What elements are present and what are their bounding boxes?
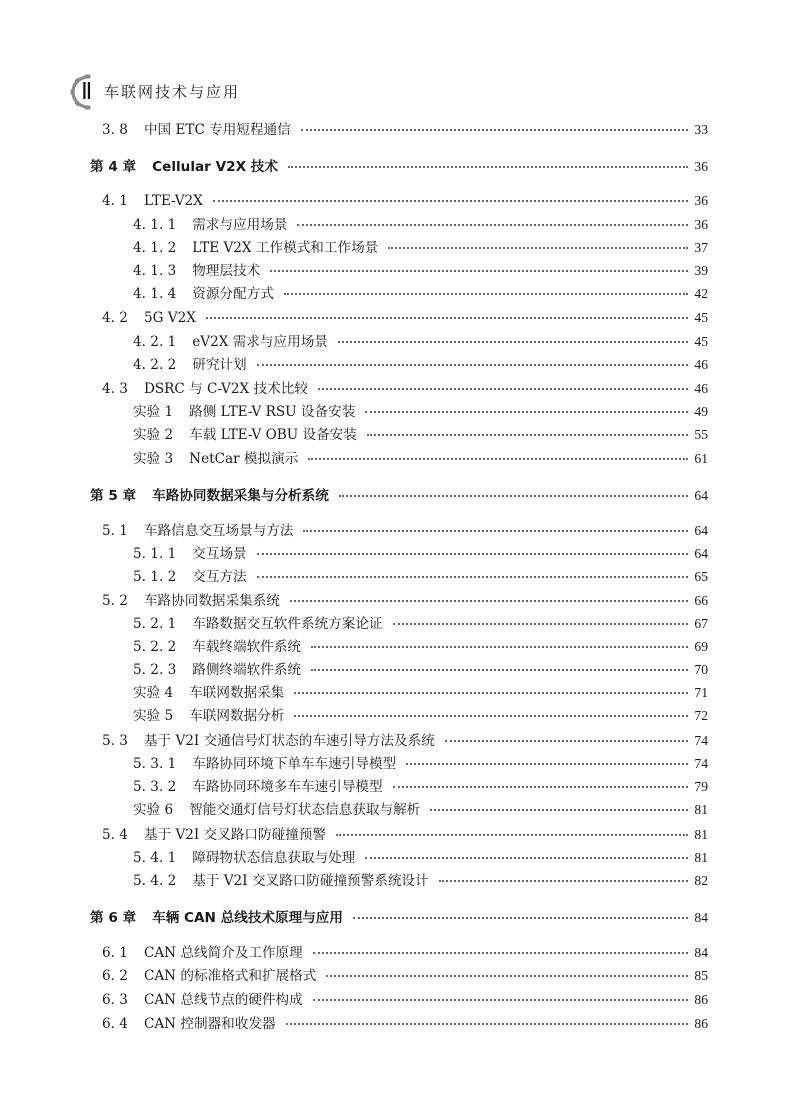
- toc-title: 交互场景: [192, 546, 247, 562]
- toc-number: 5. 3: [102, 733, 128, 749]
- toc-entry[interactable]: [133, 546, 708, 562]
- toc-title: 车联网数据分析: [189, 708, 285, 724]
- toc-number: 5. 1. 1: [133, 546, 177, 562]
- toc-title: 车路协同环境下单车车速引导模型: [192, 756, 397, 772]
- dot-leader: [301, 129, 689, 131]
- toc-page-number: 55: [694, 427, 708, 442]
- toc-title: 车路协同数据采集与分析系统: [152, 488, 329, 504]
- dot-leader: [445, 740, 689, 742]
- toc-page-number: 45: [694, 310, 708, 325]
- toc-entry[interactable]: [102, 827, 708, 843]
- dot-leader: [406, 763, 688, 765]
- toc-page-number: 67: [694, 616, 708, 631]
- toc-number: 3. 8: [102, 122, 128, 138]
- toc-page-number: 64: [694, 546, 708, 561]
- toc-title: DSRC 与 C-V2X 技术比较: [143, 381, 308, 397]
- toc-entry[interactable]: [133, 334, 708, 350]
- toc-title: 基于 V2I 交叉路口防碰撞预警系统设计: [192, 873, 429, 889]
- toc-number: 5. 4: [102, 827, 128, 843]
- toc-entry[interactable]: [102, 1016, 708, 1032]
- toc-title: 路侧终端软件系统: [192, 662, 301, 678]
- toc-number: 6. 3: [102, 992, 128, 1008]
- toc-title: CAN 控制器和收发器: [143, 1016, 276, 1032]
- toc-number: 4. 1. 4: [133, 286, 177, 302]
- toc-number: 第 5 章: [90, 488, 137, 504]
- toc-number: 5. 4. 2: [133, 873, 177, 889]
- toc-page-number: 84: [694, 945, 708, 960]
- toc-number: 4. 2. 2: [133, 357, 177, 373]
- toc-number: 实验 5: [133, 708, 174, 724]
- toc-number: 4. 1. 3: [133, 263, 177, 279]
- dot-leader: [313, 952, 689, 954]
- toc-page-number: 82: [694, 873, 708, 888]
- toc-entry[interactable]: [133, 240, 708, 256]
- toc-number: 第 4 章: [90, 159, 137, 175]
- toc-number: 4. 2. 1: [133, 334, 177, 350]
- dot-leader: [388, 247, 688, 249]
- dot-leader: [213, 200, 689, 202]
- toc-entry[interactable]: [102, 992, 708, 1008]
- toc-title: LTE V2X 工作模式和工作场景: [192, 240, 379, 256]
- toc-page-number: 81: [694, 850, 708, 865]
- toc-entry[interactable]: [133, 708, 708, 724]
- toc-page-number: 65: [694, 569, 708, 584]
- toc-entry[interactable]: [133, 639, 708, 655]
- toc-page-number: 64: [694, 523, 708, 538]
- toc-number: 5. 2. 3: [133, 662, 177, 678]
- toc-number: 实验 4: [133, 685, 174, 701]
- toc-page-number: 45: [694, 334, 708, 349]
- toc-title: 物理层技术: [192, 263, 261, 279]
- toc-entry[interactable]: [133, 404, 708, 420]
- dot-leader: [318, 388, 689, 390]
- toc-number: 6. 2: [102, 968, 128, 984]
- dot-leader: [326, 975, 688, 977]
- toc-entry[interactable]: [133, 779, 708, 795]
- toc-entry[interactable]: [102, 381, 708, 397]
- toc-entry[interactable]: [102, 523, 708, 539]
- toc-number: 实验 2: [133, 427, 174, 443]
- toc-number: 6. 1: [102, 945, 128, 961]
- dot-leader: [365, 411, 688, 413]
- toc-page-number: 49: [694, 404, 708, 419]
- toc-page-number: 79: [694, 779, 708, 794]
- toc-title: 智能交通灯信号灯状态信息获取与解析: [189, 802, 421, 818]
- toc-title: 车路协同数据采集系统: [143, 593, 280, 609]
- toc-number: 实验 1: [133, 404, 174, 420]
- book-title: 车联网技术与应用: [104, 83, 241, 101]
- toc-title: 车路协同环境多车车速引导模型: [192, 779, 383, 795]
- dot-leader: [439, 880, 689, 882]
- toc-page-number: 72: [694, 708, 708, 723]
- toc-page-number: 71: [694, 685, 708, 700]
- toc-title: 车载 LTE-V OBU 设备安装: [189, 427, 357, 443]
- toc-entry[interactable]: [133, 569, 708, 585]
- dot-leader: [294, 715, 688, 717]
- toc-chapter[interactable]: [90, 910, 708, 926]
- toc-page-number: 36: [694, 193, 708, 208]
- toc-page-number: 74: [694, 756, 708, 771]
- toc-title: Cellular V2X 技术: [152, 159, 278, 175]
- dot-leader: [206, 317, 688, 319]
- toc-number: 5. 3. 2: [133, 779, 177, 795]
- toc-entry[interactable]: [102, 968, 708, 984]
- toc-entry[interactable]: [133, 263, 708, 279]
- dot-leader: [303, 530, 688, 532]
- toc-page-number: 46: [694, 381, 708, 396]
- toc-number: 5. 2: [102, 593, 128, 609]
- toc-page-number: 86: [694, 1016, 708, 1031]
- toc-title: eV2X 需求与应用场景: [192, 334, 328, 350]
- toc-title: 路侧 LTE-V RSU 设备安装: [189, 404, 356, 420]
- toc-page-number: 84: [694, 910, 708, 925]
- dot-leader: [284, 293, 689, 295]
- toc-chapter[interactable]: [90, 488, 708, 504]
- dot-leader: [339, 495, 689, 497]
- toc-page-number: 46: [694, 357, 708, 372]
- toc-page-number: 81: [694, 827, 708, 842]
- toc-page-number: 69: [694, 639, 708, 654]
- toc-title: 障碍物状态信息获取与处理: [192, 850, 356, 866]
- toc-page-number: 66: [694, 593, 708, 608]
- toc-page-number: 86: [694, 992, 708, 1007]
- dot-leader: [257, 553, 689, 555]
- toc-number: 第 6 章: [90, 910, 137, 926]
- dot-leader: [257, 576, 689, 578]
- toc-number: 5. 2. 2: [133, 639, 177, 655]
- toc-page-number: 33: [694, 122, 708, 137]
- toc-title: 资源分配方式: [192, 286, 274, 302]
- toc-title: 车联网数据采集: [189, 685, 285, 701]
- dot-leader: [311, 669, 688, 671]
- toc-number: 4. 1. 2: [133, 240, 177, 256]
- toc-entry[interactable]: [133, 873, 708, 889]
- toc-number: 5. 4. 1: [133, 850, 177, 866]
- toc-entry[interactable]: [133, 286, 708, 302]
- dot-leader: [353, 917, 688, 919]
- dot-leader: [297, 224, 688, 226]
- toc-number: 4. 3: [102, 381, 128, 397]
- toc-title: CAN 总线节点的硬件构成: [143, 992, 303, 1008]
- dot-leader: [311, 646, 688, 648]
- toc-number: 实验 6: [133, 802, 174, 818]
- toc-entry[interactable]: [133, 451, 708, 467]
- toc-page-number: 70: [694, 662, 708, 677]
- dot-leader: [336, 834, 688, 836]
- toc-number: 4. 1: [102, 193, 128, 209]
- toc-title: 基于 V2I 交叉路口防碰撞预警: [143, 827, 326, 843]
- toc-title: 基于 V2I 交通信号灯状态的车速引导方法及系统: [143, 733, 435, 749]
- toc-entry[interactable]: [102, 733, 708, 749]
- toc-page-number: 37: [694, 240, 708, 255]
- toc-page-number: 81: [694, 802, 708, 817]
- toc-title: CAN 的标准格式和扩展格式: [143, 968, 317, 984]
- toc-entry[interactable]: [102, 122, 708, 138]
- toc-number: 5. 2. 1: [133, 616, 177, 632]
- toc-title: 车载终端软件系统: [192, 639, 301, 655]
- toc-entry[interactable]: [133, 357, 708, 373]
- toc-number: 实验 3: [133, 451, 174, 467]
- toc-title: 需求与应用场景: [192, 217, 288, 233]
- toc-page-number: 36: [694, 217, 708, 232]
- dot-leader: [367, 434, 689, 436]
- toc-number: 5. 1: [102, 523, 128, 539]
- toc-entry[interactable]: [133, 685, 708, 701]
- toc-entry[interactable]: [133, 850, 708, 866]
- dot-leader: [290, 600, 689, 602]
- dot-leader: [294, 692, 688, 694]
- toc-entry[interactable]: [133, 662, 708, 678]
- toc-page-number: 42: [694, 286, 708, 301]
- toc-number: 6. 4: [102, 1016, 128, 1032]
- toc-title: 研究计划: [192, 357, 247, 373]
- toc-title: CAN 总线简介及工作原理: [143, 945, 303, 961]
- page-numeral: Ⅱ: [81, 79, 93, 104]
- dot-leader: [286, 1023, 689, 1025]
- toc-page-number: 74: [694, 733, 708, 748]
- toc-entry[interactable]: [133, 802, 708, 818]
- dot-leader: [257, 364, 689, 366]
- toc-entry[interactable]: [102, 310, 708, 326]
- dot-leader: [308, 458, 688, 460]
- toc-entry[interactable]: [133, 427, 708, 443]
- dot-leader: [288, 166, 688, 168]
- dot-leader: [365, 857, 688, 859]
- toc-page-number: 61: [694, 451, 708, 466]
- toc-title: 5G V2X: [143, 310, 196, 326]
- toc-page-number: 39: [694, 263, 708, 278]
- toc-entry[interactable]: [102, 945, 708, 961]
- toc-chapter[interactable]: [90, 159, 708, 175]
- toc-title: LTE-V2X: [143, 193, 203, 209]
- toc-entry[interactable]: [133, 756, 708, 772]
- dot-leader: [393, 623, 689, 625]
- toc-entry[interactable]: [133, 616, 708, 632]
- toc-entry[interactable]: [133, 217, 708, 233]
- toc-number: 5. 3. 1: [133, 756, 177, 772]
- toc-entry[interactable]: [102, 593, 708, 609]
- toc-entry[interactable]: [102, 193, 708, 209]
- dot-leader: [338, 341, 689, 343]
- toc-title: 中国 ETC 专用短程通信: [143, 122, 291, 138]
- toc-number: 4. 1. 1: [133, 217, 177, 233]
- toc-page-number: 64: [694, 488, 708, 503]
- toc-number: 4. 2: [102, 310, 128, 326]
- toc-title: 车辆 CAN 总线技术原理与应用: [152, 910, 343, 926]
- toc-number: 5. 1. 2: [133, 569, 177, 585]
- dot-leader: [430, 809, 688, 811]
- toc-title: 车路信息交互场景与方法: [143, 523, 294, 539]
- toc-title: 交互方法: [192, 569, 247, 585]
- toc-title: 车路数据交互软件系统方案论证: [192, 616, 383, 632]
- toc-page-number: 85: [694, 968, 708, 983]
- dot-leader: [313, 999, 689, 1001]
- dot-leader: [393, 786, 689, 788]
- dot-leader: [270, 270, 688, 272]
- toc-page-number: 36: [694, 159, 708, 174]
- toc-title: NetCar 模拟演示: [189, 451, 299, 467]
